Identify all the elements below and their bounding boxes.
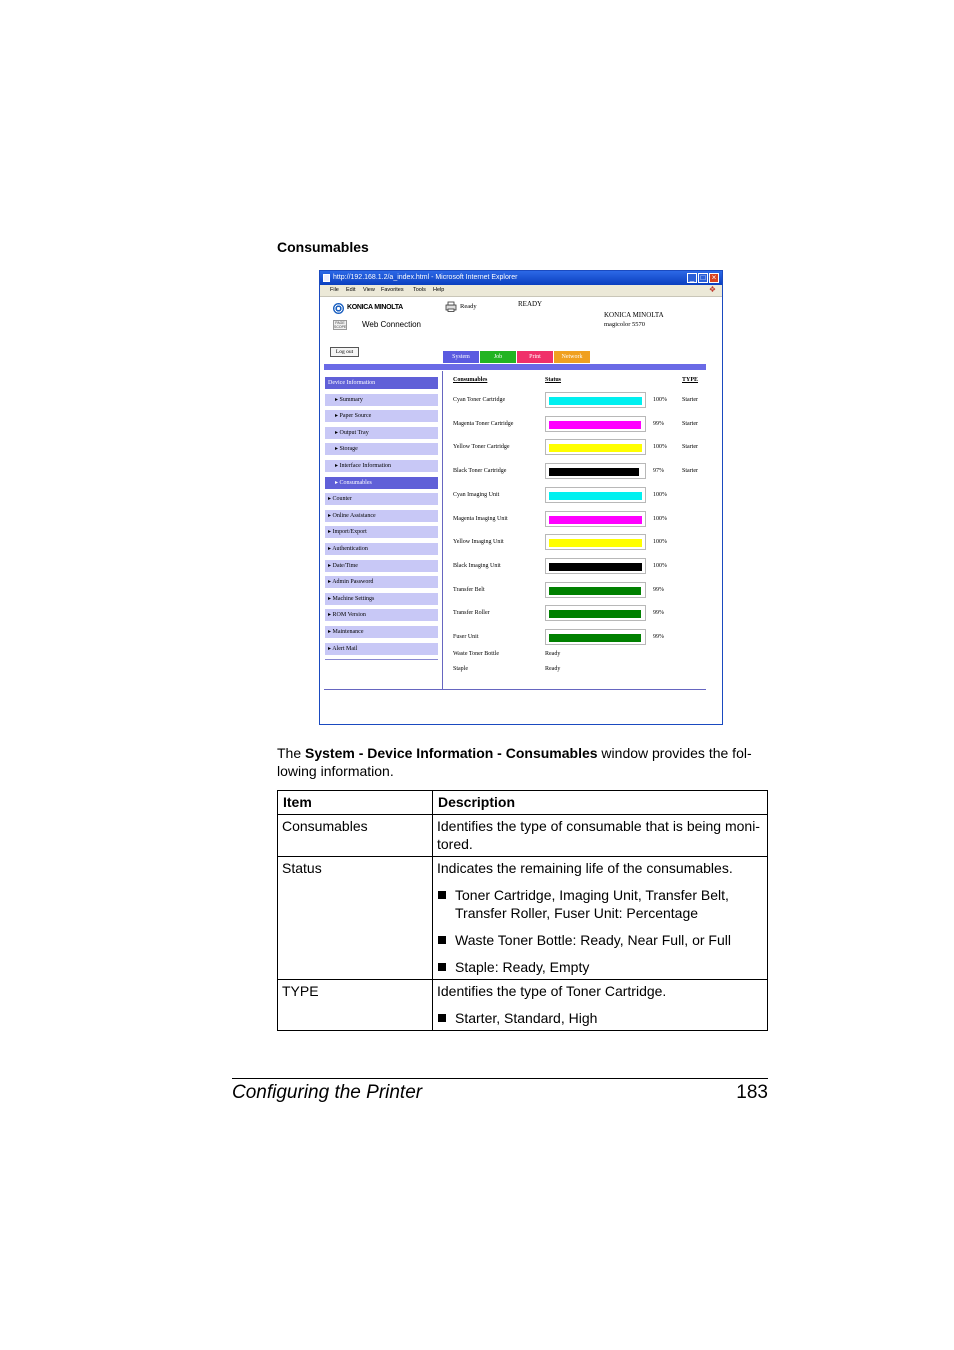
sidebar-item-label: Alert Mail: [332, 646, 358, 652]
consumable-percent: 99%: [653, 634, 664, 640]
arrow-right-icon: ▸: [335, 446, 340, 452]
arrow-right-icon: ▸: [328, 629, 333, 635]
arrow-right-icon: ▸: [335, 430, 340, 436]
table-row: [278, 815, 768, 857]
sidebar-item-label: Consumables: [339, 480, 372, 486]
sidebar-item[interactable]: [325, 510, 438, 522]
arrow-right-icon: ▸: [328, 563, 333, 569]
sidebar-item[interactable]: [325, 560, 438, 572]
sidebar-item[interactable]: [325, 493, 438, 505]
sidebar-item-label: Paper Source: [339, 413, 372, 419]
column-type: TYPE: [682, 377, 699, 383]
sidebar-item-label: Import/Export: [332, 529, 367, 535]
sidebar-item-label: Machine Settings: [332, 596, 375, 602]
description-text: tored.: [437, 836, 473, 852]
description-text: Indicates the remaining life of the consumables.: [437, 860, 733, 876]
consumable-percent: 100%: [653, 492, 667, 498]
level-bar: [545, 463, 646, 479]
consumable-name: Black Imaging Unit: [453, 563, 501, 569]
sidebar-item-label: Interface Information: [339, 463, 391, 469]
menu-file[interactable]: File: [330, 287, 339, 293]
arrow-right-icon: ▸: [328, 529, 333, 535]
consumable-name: Cyan Imaging Unit: [453, 492, 500, 498]
consumable-name: Magenta Toner Cartridge: [453, 421, 514, 427]
consumable-name: Yellow Toner Cartridge: [453, 444, 510, 450]
sidebar-item[interactable]: [325, 477, 438, 489]
level-bar: [545, 487, 646, 503]
level-bar-fill: [549, 634, 641, 642]
sidebar-item[interactable]: [325, 576, 438, 588]
consumable-percent: 100%: [653, 563, 667, 569]
arrow-right-icon: ▸: [335, 463, 340, 469]
sidebar-item-label: Counter: [332, 496, 352, 502]
description-cell: [433, 815, 768, 857]
tab-job[interactable]: Job: [480, 351, 516, 363]
page-number: 183: [736, 1082, 768, 1103]
consumable-name: Transfer Roller: [453, 610, 490, 616]
level-bar: [545, 511, 646, 527]
menu-edit[interactable]: Edit: [346, 287, 356, 293]
footer-title: Configuring the Printer: [232, 1082, 423, 1103]
level-bar: [545, 605, 646, 621]
close-icon[interactable]: ×: [709, 273, 719, 283]
arrow-right-icon: ▸: [328, 546, 333, 552]
description-text: Identifies the type of Toner Cartridge.: [437, 983, 667, 999]
consumable-type: Starter: [682, 397, 698, 403]
arrow-right-icon: ▸: [328, 496, 333, 502]
description-text: Identifies the type of consumable that is being moni-: [437, 818, 760, 834]
sidebar-item[interactable]: [325, 643, 438, 655]
arrow-right-icon: ▸: [328, 646, 333, 652]
arrow-right-icon: ▸: [335, 413, 340, 419]
arrow-right-icon: ▸: [328, 513, 333, 519]
level-bar-fill: [549, 421, 641, 429]
consumable-percent: 97%: [653, 468, 664, 474]
menu-help[interactable]: Help: [433, 287, 445, 293]
printer-icon: [445, 301, 457, 312]
sidebar-item[interactable]: [325, 543, 438, 555]
sidebar-item[interactable]: [325, 626, 438, 638]
level-bar-fill: [549, 610, 641, 618]
consumable-name: Black Toner Cartridge: [453, 468, 507, 474]
content-bottom-rule: [324, 689, 706, 690]
bullet-item: Staple: Ready, Empty: [437, 958, 763, 976]
level-bar: [545, 582, 646, 598]
sidebar-item-label: Storage: [339, 446, 358, 452]
consumable-name: Magenta Imaging Unit: [453, 516, 508, 522]
description-table-body: [278, 815, 768, 1031]
sidebar-item-label: Output Tray: [339, 430, 369, 436]
menu-tools[interactable]: Tools: [413, 287, 426, 293]
sidebar-item[interactable]: [325, 427, 438, 439]
sidebar-item[interactable]: [325, 394, 438, 406]
sidebar-item-label: Device Information: [328, 380, 376, 386]
sidebar-item[interactable]: [325, 593, 438, 605]
consumable-name: Yellow Imaging Unit: [453, 539, 504, 545]
consumable-percent: 99%: [653, 610, 664, 616]
description-cell: [433, 980, 768, 1031]
level-bar: [545, 558, 646, 574]
model-brand: KONICA MINOLTA: [604, 311, 664, 319]
web-connection-title: Web Connection: [362, 320, 421, 329]
header-divider-bar: [324, 364, 706, 370]
consumable-name: Transfer Belt: [453, 587, 485, 593]
sidebar-item[interactable]: [325, 443, 438, 455]
level-bar-fill: [549, 397, 642, 405]
item-cell: TYPE: [278, 980, 433, 1031]
arrow-right-icon: ▸: [335, 397, 340, 403]
consumable-name: Cyan Toner Cartridge: [453, 397, 506, 403]
sidebar-item-label: Online Assistance: [332, 513, 376, 519]
sidebar-item-label: Admin Password: [332, 579, 374, 585]
arrow-right-icon: ▸: [328, 596, 333, 602]
minimize-icon[interactable]: _: [687, 273, 697, 283]
footer-rule: [232, 1078, 768, 1079]
printer-status-small: Ready: [460, 303, 477, 310]
bullet-item: Waste Toner Bottle: Ready, Near Full, or Full: [437, 931, 763, 949]
intro-line2: lowing information.: [277, 763, 394, 779]
model-name: magicolor 5570: [604, 321, 645, 328]
logout-button[interactable]: Log out: [330, 347, 359, 357]
table-row: [278, 980, 768, 1031]
level-bar: [545, 416, 646, 432]
tab-print[interactable]: Print: [517, 351, 553, 363]
table-row: [278, 857, 768, 980]
level-bar-fill: [549, 516, 642, 524]
menu-view[interactable]: View: [363, 287, 375, 293]
consumable-type: Starter: [682, 468, 698, 474]
arrow-right-icon: ▸: [335, 480, 340, 486]
column-status: Status: [545, 377, 562, 383]
level-bar-fill: [549, 468, 639, 476]
level-bar-fill: [549, 587, 641, 595]
konica-minolta-logo-icon: [333, 303, 344, 314]
browser-window-screenshot: [319, 270, 723, 725]
sidebar-item[interactable]: [325, 609, 438, 621]
sidebar-item-label: ROM Version: [332, 612, 366, 618]
bullet-item: Starter, Standard, High: [437, 1009, 763, 1027]
sidebar-item-label: Maintenance: [332, 629, 364, 635]
tab-network[interactable]: Network: [554, 351, 590, 363]
consumable-percent: 99%: [653, 587, 664, 593]
sidebar-item[interactable]: [325, 377, 438, 389]
description-cell: [433, 857, 768, 980]
arrow-right-icon: ▸: [328, 579, 333, 585]
intro-suffix: window provides the fol-: [597, 745, 752, 761]
ie-page-icon: [323, 274, 330, 282]
sidebar-item[interactable]: [325, 460, 438, 472]
level-bar: [545, 534, 646, 550]
browser-titlebar: [320, 271, 722, 285]
sidebar-item[interactable]: [325, 410, 438, 422]
maximize-icon[interactable]: □: [698, 273, 708, 283]
intro-prefix: The: [277, 745, 306, 761]
pagescope-logo-icon: PAGE SCOPE: [334, 321, 347, 329]
level-bar: [545, 392, 646, 408]
consumable-percent: 99%: [653, 421, 664, 427]
item-cell: Status: [278, 857, 433, 980]
tab-system[interactable]: System: [443, 351, 479, 363]
intro-bold: System - Device Information - Consumables: [305, 745, 598, 761]
consumable-status-text: Ready: [545, 651, 561, 657]
consumable-percent: 100%: [653, 539, 667, 545]
level-bar-fill: [549, 492, 642, 500]
header-description: Description: [433, 791, 768, 815]
consumable-name: Fuser Unit: [453, 634, 479, 640]
menu-favorites[interactable]: Favorites: [381, 287, 404, 293]
consumable-percent: 100%: [653, 444, 667, 450]
description-table: [277, 790, 768, 1031]
section-heading: Consumables: [277, 239, 369, 255]
brand-name: KONICA MINOLTA: [347, 304, 403, 311]
sidebar-bottom-rule: [325, 659, 438, 660]
consumable-type: Starter: [682, 444, 698, 450]
browser-menubar: [320, 285, 722, 297]
browser-title: http://192.168.1.2/a_index.html - Microsoft Internet Explorer: [333, 274, 518, 281]
column-consumables: Consumables: [453, 377, 488, 383]
consumable-type: Starter: [682, 421, 698, 427]
level-bar-fill: [549, 563, 642, 571]
sidebar-item-label: Date/Time: [332, 563, 358, 569]
level-bar: [545, 629, 646, 645]
bullet-item: Toner Cartridge, Imaging Unit, Transfer Belt, Transfer Roller, Fuser Unit: Percentage: [437, 886, 763, 922]
consumable-percent: 100%: [653, 516, 667, 522]
level-bar: [545, 439, 646, 455]
intro-paragraph: [277, 744, 769, 780]
level-bar-fill: [549, 539, 642, 547]
header-item: Item: [278, 791, 433, 815]
sidebar-item[interactable]: [325, 526, 438, 538]
consumable-percent: 100%: [653, 397, 667, 403]
consumable-name: Waste Toner Bottle: [453, 651, 499, 657]
item-cell: Consumables: [278, 815, 433, 857]
windows-flag-icon: ❖: [708, 285, 716, 294]
consumable-name: Staple: [453, 666, 468, 672]
printer-status: READY: [518, 300, 543, 308]
arrow-right-icon: ▸: [328, 612, 333, 618]
level-bar-fill: [549, 444, 642, 452]
sidebar-item-label: Authentication: [332, 546, 368, 552]
sidebar-item-label: Summary: [339, 397, 363, 403]
consumable-status-text: Ready: [545, 666, 561, 672]
sidebar-divider: [442, 371, 443, 689]
